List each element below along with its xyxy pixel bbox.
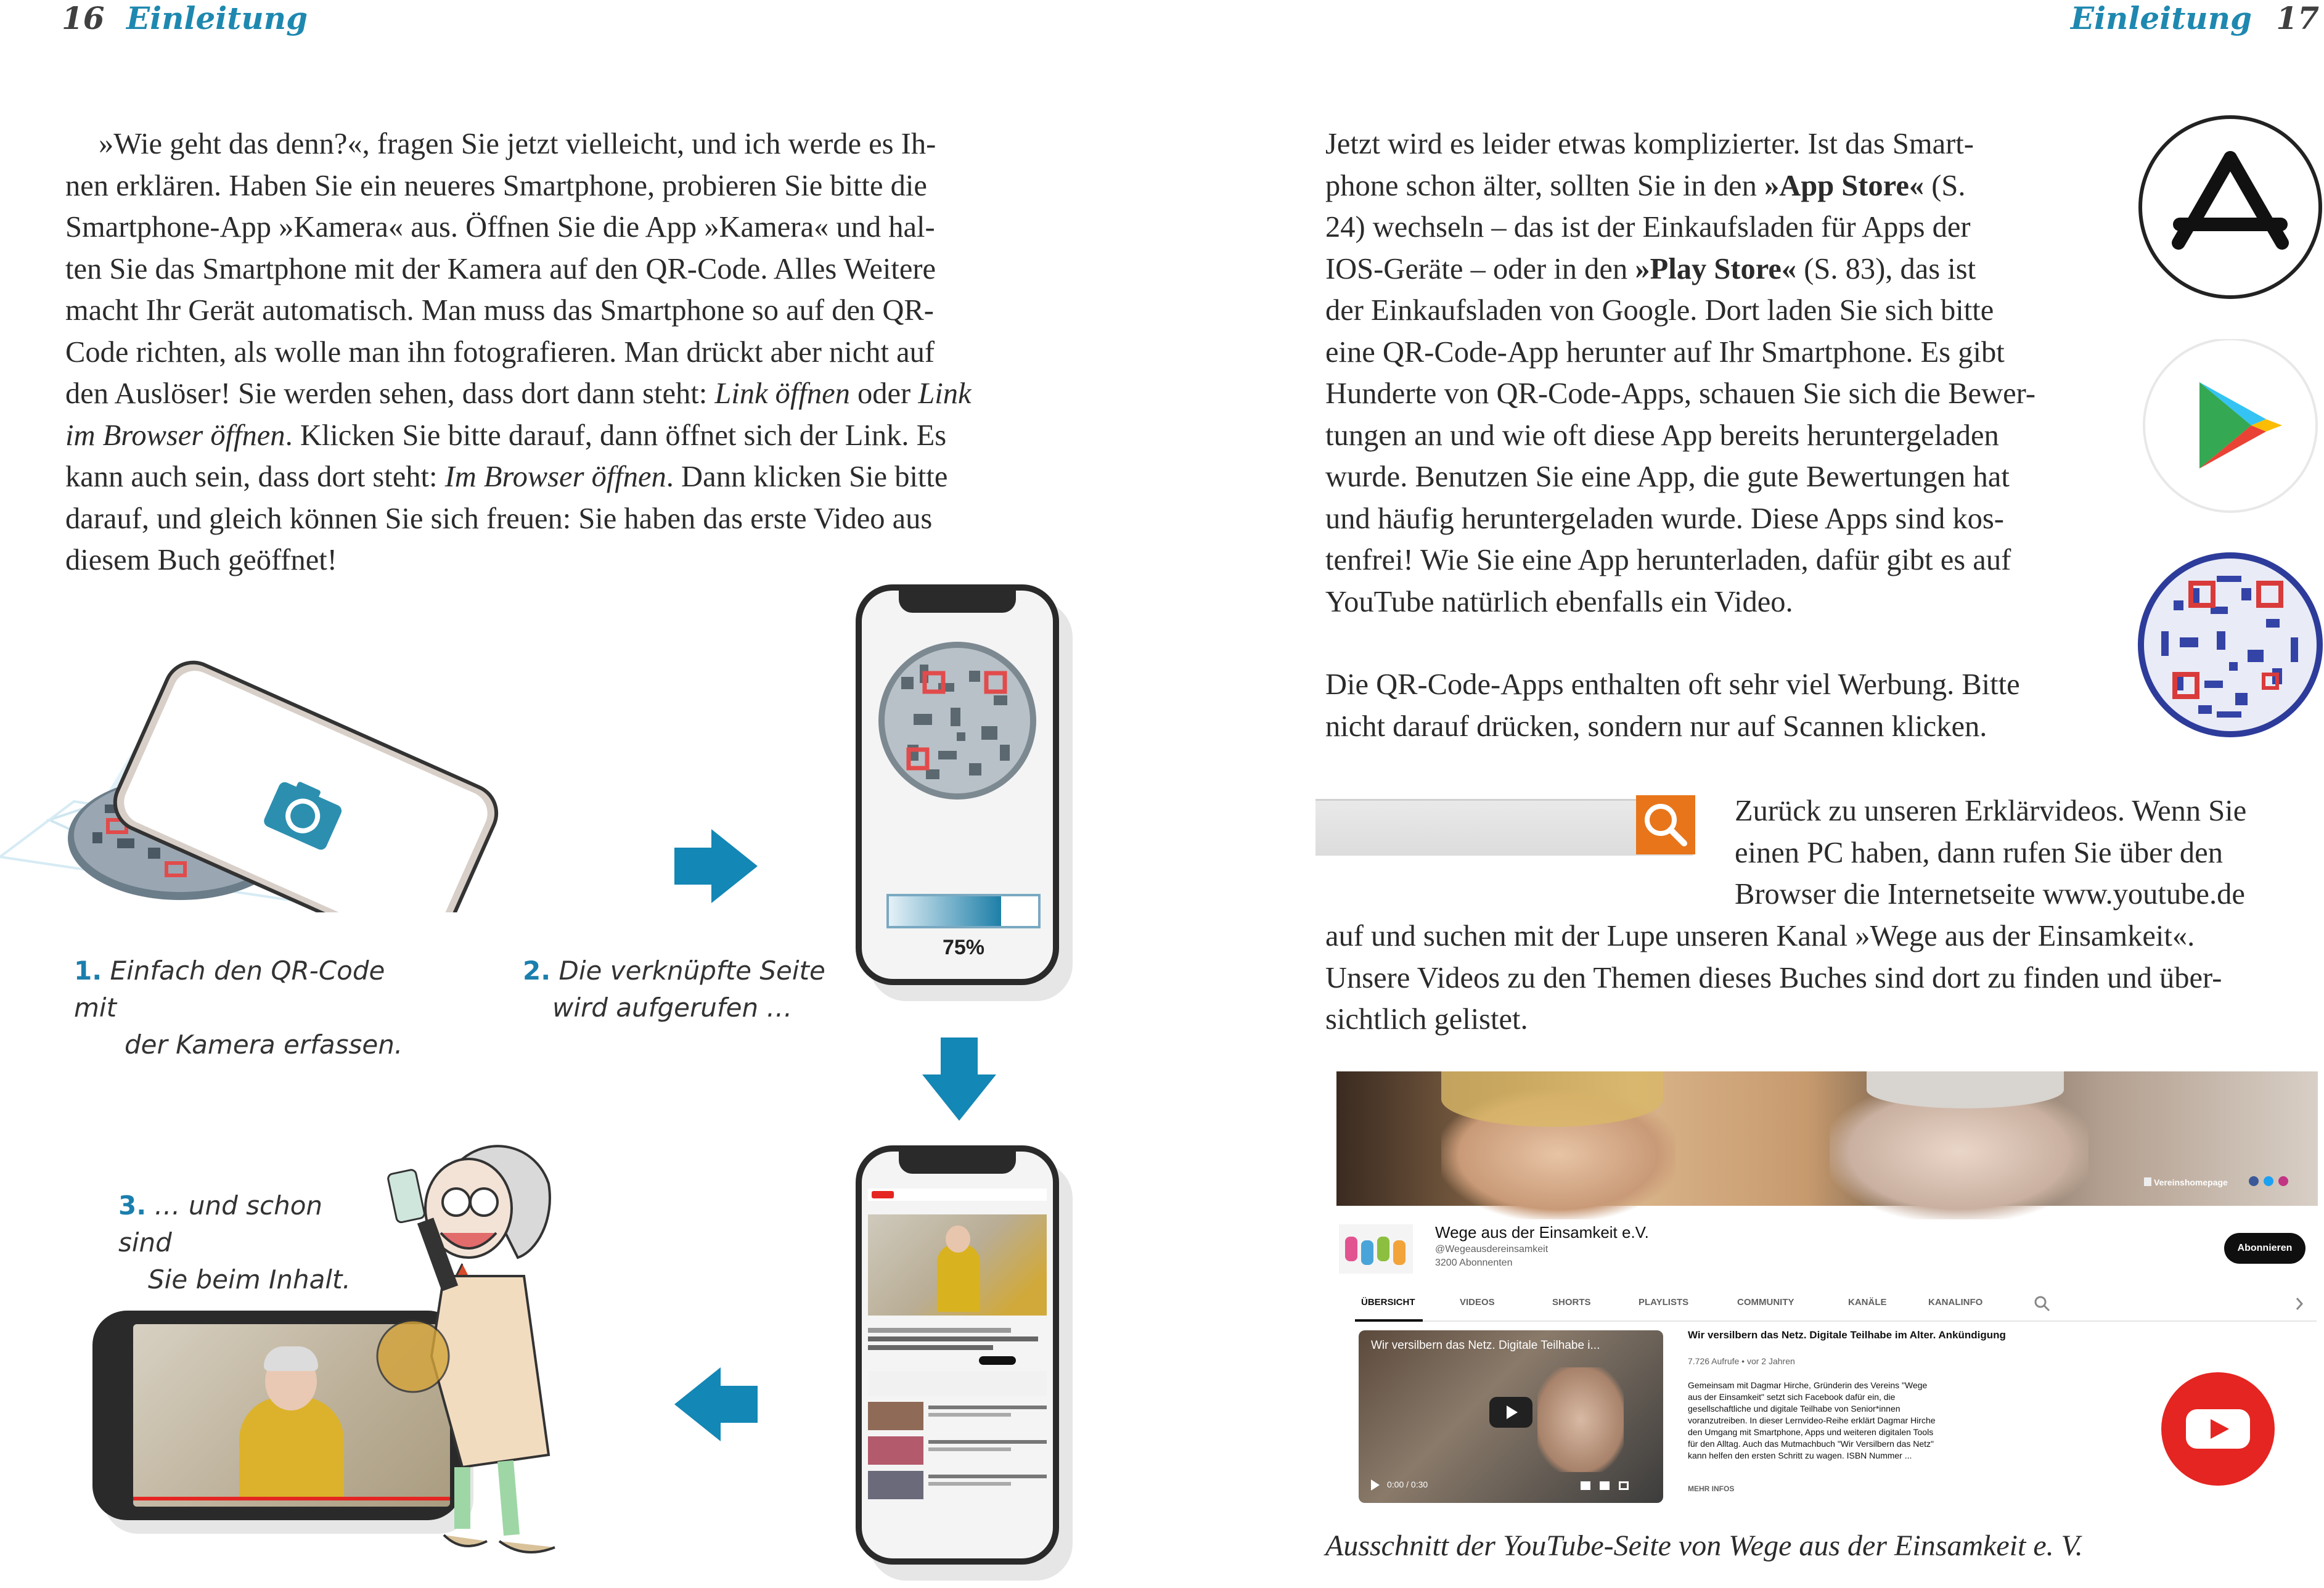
channel-name: Wege aus der Einsamkeit e.V. — [1435, 1223, 1649, 1242]
phone-youtube — [856, 1145, 1059, 1565]
text-line: nicht darauf drücken, sondern nur auf Scannen klicken. — [1325, 710, 1987, 743]
play-store-icon — [2137, 339, 2324, 518]
search-button[interactable] — [1636, 795, 1695, 854]
tab-about[interactable]: KANALINFO — [1928, 1297, 1983, 1308]
text-line: Die QR-Code-Apps enthalten oft sehr viel Werbung. Bitte — [1325, 668, 2020, 701]
text-line: IOS-Geräte – oder in den »Play Store« (S. 83), das ist — [1325, 252, 1976, 285]
qr-code-circle — [877, 640, 1038, 801]
video-meta: 7.726 Aufrufe • vor 2 Jahren — [1688, 1356, 1795, 1366]
video-player[interactable] — [1359, 1330, 1663, 1503]
cartoon-woman-illustration — [370, 1134, 567, 1584]
arrow-right-icon — [674, 829, 758, 903]
video-description: Gemeinsam mit Dagmar Hirche, Gründerin des Vereins "Wege aus der Einsamkeit" setzt sich Facebook dafür ein, die gesellschaftliche und digitale Teilhabe von Senior*innen voranzutreiben. In dieser Lernvideo-Reihe erklärt Dagmar Hirche den Umgang mit Smartphone, Apps und weiteren digitalen Tools für den Alltag. Auch das Mutmachbuch "Wir Versilbern das Netz" kann helfen den ersten Schritt zu wagen. ISBN Nummer ... — [1688, 1380, 1936, 1460]
text-line: einen PC haben, dann rufen Sie über den — [1735, 836, 2223, 869]
text-line: und häufig heruntergeladen wurde. Diese Apps sind kos- — [1325, 502, 2004, 535]
text-line: im Browser öffnen. Klicken Sie bitte darauf, dann öffnet sich der Link. Es — [65, 419, 947, 452]
subscriber-count: 3200 Abonnenten — [1435, 1258, 1513, 1268]
chevron-right-icon[interactable] — [2292, 1296, 2307, 1312]
page-number-right: 17 — [2276, 0, 2319, 36]
settings-icon[interactable] — [1600, 1481, 1610, 1490]
chapter-title-right: Einleitung — [2070, 0, 2252, 36]
channel-handle: @Wegeausdereinsamkeit — [1435, 1244, 1549, 1254]
chapter-title-left: Einleitung — [126, 0, 308, 36]
search-icon — [1636, 795, 1695, 854]
text-line: den Auslöser! Sie werden sehen, dass dort dann steht: Link öffnen oder Link — [65, 377, 972, 410]
featured-video-title[interactable]: Wir versilbern das Netz. Digitale Teilhabe im Alter. Ankündigung — [1688, 1329, 2006, 1341]
arrow-down-icon — [922, 1038, 996, 1121]
step-1-caption: 1. Einfach den QR-Code mit der Kamera erfassen. — [74, 956, 403, 1060]
twitter-icon[interactable] — [2264, 1176, 2273, 1186]
channel-tabs — [1355, 1287, 2317, 1322]
fullscreen-icon[interactable] — [1619, 1481, 1629, 1490]
right-paragraph-3b — [1325, 915, 2320, 1041]
phone-loading — [856, 584, 1059, 985]
text-line: diesem Buch geöffnet! — [65, 544, 337, 576]
text-line: Unsere Videos zu den Themen dieses Buches sind dort zu finden und über- — [1325, 961, 2222, 994]
text-line: YouTube natürlich ebenfalls ein Video. — [1325, 585, 1793, 618]
tab-shorts[interactable]: SHORTS — [1552, 1297, 1591, 1308]
text-line: eine QR-Code-App herunter auf Ihr Smartphone. Es gibt — [1325, 335, 2005, 369]
text-line: »Wie geht das denn?«, fragen Sie jetzt vielleicht, und ich werde es Ih- — [99, 128, 936, 160]
arrow-left-icon — [674, 1367, 758, 1441]
text-line: sichtlich gelistet. — [1325, 1003, 1528, 1036]
banner-link[interactable]: Vereinshomepage — [2154, 1177, 2228, 1187]
page-header-right — [2071, 0, 2319, 36]
play-button[interactable] — [1489, 1397, 1532, 1428]
text-line: macht Ihr Gerät automatisch. Man muss das Smartphone so auf den QR- — [65, 294, 934, 327]
text-line: Smartphone-App »Kamera« aus. Öffnen Sie die App »Kamera« und hal- — [65, 211, 935, 244]
phone-scanning-illustration — [0, 635, 592, 912]
text-line: 24) wechseln – das ist der Einkaufsladen für Apps der — [1325, 211, 1971, 244]
facebook-icon[interactable] — [2249, 1176, 2259, 1186]
youtube-logo-icon — [2156, 1367, 2280, 1491]
text-line: Browser die Internetseite www.youtube.de — [1735, 878, 2245, 911]
progress-bar — [886, 894, 1041, 928]
text-line: nen erklären. Haben Sie ein neueres Smartphone, probieren Sie bitte die — [65, 169, 927, 202]
subscribe-button[interactable]: Abonnieren — [2224, 1233, 2306, 1264]
right-paragraph-3a — [1735, 790, 2320, 915]
text-line: der Einkaufsladen von Google. Dort laden Sie sich bitte — [1325, 294, 1994, 327]
play-small-icon[interactable] — [1369, 1478, 1383, 1492]
step-3-caption: 3. … und schon sind Sie beim Inhalt. — [118, 1190, 351, 1295]
channel-avatar — [1339, 1224, 1413, 1274]
channel-banner — [1336, 1071, 2318, 1206]
youtube-channel-screenshot — [1336, 1071, 2318, 1509]
left-paragraph — [65, 123, 1066, 581]
search-icon[interactable] — [2033, 1295, 2052, 1313]
page-number-left: 16 — [62, 0, 105, 36]
step-2-caption: 2. Die verknüpfte Seite wird aufgerufen … — [523, 956, 825, 1023]
text-line: tenfrei! Wie Sie eine App herunterladen, dafür gibt es auf — [1325, 544, 2011, 576]
text-line: phone schon älter, sollten Sie in den »App Store« (S. — [1325, 169, 1966, 202]
right-paragraph-1 — [1325, 123, 2105, 747]
video-time: 0:00 / 0:30 — [1387, 1480, 1428, 1489]
text-line: auf und suchen mit der Lupe unseren Kanal »Wege aus der Einsamkeit«. — [1325, 920, 2195, 952]
tab-channels[interactable]: KANÄLE — [1848, 1297, 1887, 1308]
more-info-link[interactable]: MEHR INFOS — [1688, 1484, 1735, 1493]
text-line: Code richten, als wolle man ihn fotografieren. Man drückt aber nicht auf — [65, 335, 935, 369]
page-header-left — [62, 0, 308, 36]
video-overlay-title: Wir versilbern das Netz. Digitale Teilhabe i... — [1371, 1339, 1600, 1352]
text-line: darauf, und gleich können Sie sich freuen: Sie haben das erste Video aus — [65, 502, 933, 535]
text-line: kann auch sein, dass dort steht: Im Browser öffnen. Dann klicken Sie bitte — [65, 460, 948, 493]
tab-playlists[interactable]: PLAYLISTS — [1639, 1297, 1689, 1308]
tab-videos[interactable]: VIDEOS — [1460, 1297, 1495, 1308]
tab-community[interactable]: COMMUNITY — [1737, 1297, 1794, 1308]
text-line: Zurück zu unseren Erklärvideos. Wenn Sie — [1735, 795, 2247, 827]
text-line: ten Sie das Smartphone mit der Kamera auf den QR-Code. Alles Weitere — [65, 252, 936, 285]
instagram-icon[interactable] — [2278, 1176, 2288, 1186]
text-line: tungen an und wie oft diese App bereits heruntergeladen — [1325, 419, 1999, 452]
app-store-icon — [2137, 113, 2324, 301]
text-line: wurde. Benutzen Sie eine App, die gute Bewertungen hat — [1325, 460, 2010, 493]
subtitles-icon[interactable] — [1581, 1481, 1590, 1490]
progress-label: 75% — [942, 936, 985, 959]
figure-caption: Ausschnitt der YouTube-Seite von Wege aus der Einsamkeit e. V. — [1325, 1529, 2083, 1562]
tab-overview[interactable]: ÜBERSICHT — [1361, 1297, 1415, 1308]
qr-code-icon — [2137, 551, 2324, 739]
text-line: Hunderte von QR-Code-Apps, schauen Sie sich die Bewer- — [1325, 377, 2036, 410]
play-icon — [1489, 1397, 1532, 1428]
text-line: Jetzt wird es leider etwas komplizierter. Ist das Smart- — [1325, 128, 1974, 160]
